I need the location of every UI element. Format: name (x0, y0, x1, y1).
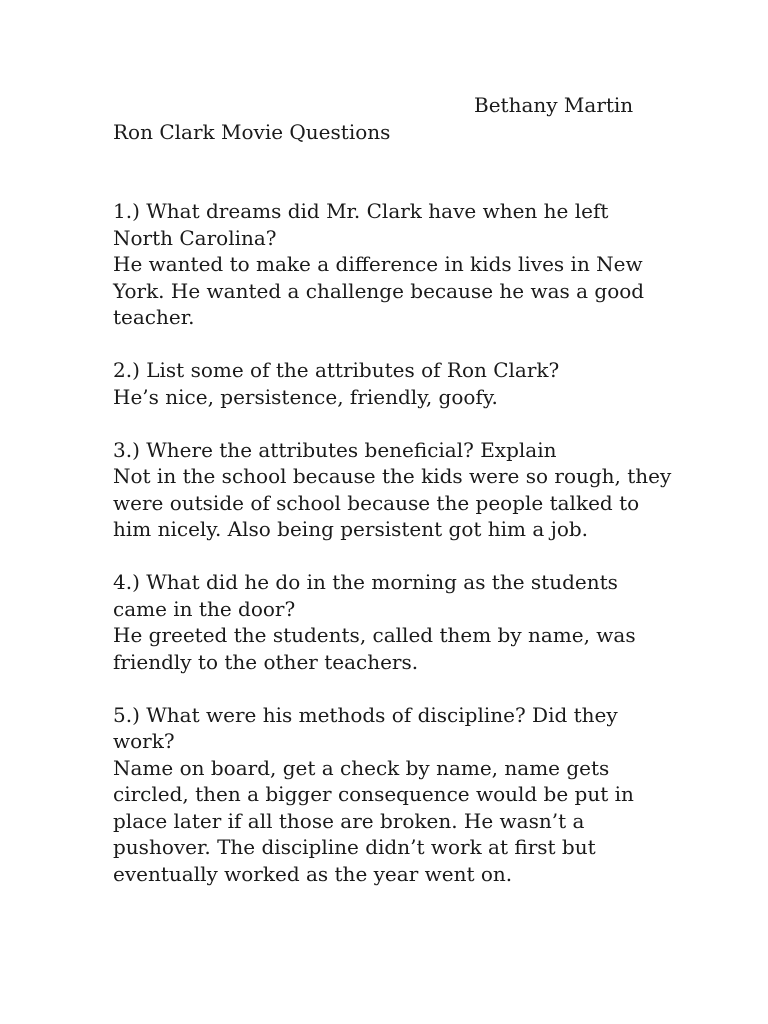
answer-5: Name on board, get a check by name, name gets circled, then a bigger consequence would be put in place later if all those are broken. He wasn’t a pushover. The discipline didn’t work at first but eventually worked as the year went on. (113, 755, 634, 886)
qa-item-3 (113, 437, 673, 543)
question-3: 3.) Where the attributes beneficial? Explain (113, 437, 557, 462)
question-2: 2.) List some of the attributes of Ron Clark? (113, 358, 560, 382)
answer-4: He greeted the students, called them by name, was friendly to the other teachers. (113, 623, 636, 674)
question-5: 5.) What were his methods of discipline? Did they work? (113, 702, 618, 753)
question-1: 1.) What dreams did Mr. Clark have when he left North Carolina? (113, 199, 609, 250)
question-list (113, 198, 673, 914)
answer-3: Not in the school because the kids were so rough, they were outside of school because the people talked to him nicely. Also being persistent got him a job. (113, 464, 672, 541)
document-title: Ron Clark Movie Questions (113, 120, 391, 144)
qa-item-1 (113, 198, 673, 331)
question-4: 4.) What did he do in the morning as the students came in the door? (113, 570, 618, 621)
answer-1: He wanted to make a difference in kids lives in New York. He wanted a challenge because he was a good teacher. (113, 252, 645, 329)
qa-item-2 (113, 357, 673, 410)
qa-item-5 (113, 702, 673, 888)
qa-item-4 (113, 569, 673, 675)
answer-2: He’s nice, persistence, friendly, goofy. (113, 384, 498, 409)
author-name: Bethany Martin (474, 93, 634, 117)
